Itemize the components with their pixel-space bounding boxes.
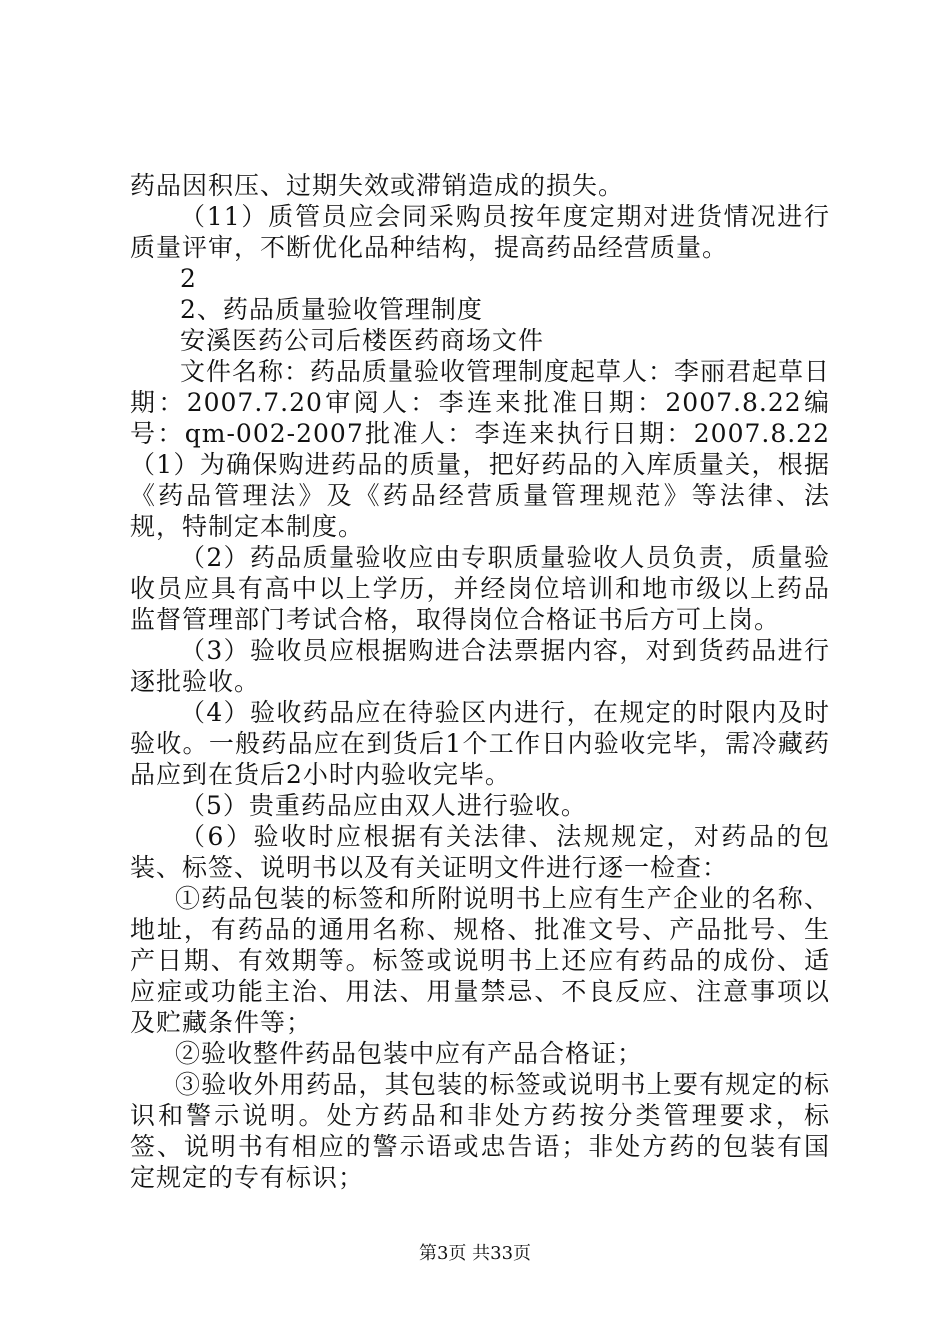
paragraph-file-info: 文件名称：药品质量验收管理制度起草人：李丽君起草日期：2007.7.20审阅人：李连来批准日期：2007.8.22编号：qm-002-2007批准人：李连来执行日期：2007.8.22（1）为确保购进药品的质量，把好药品的入库质量关，根据《药品管理法》及《药品经营质量管理规范》等法律、法规，特制定本制度。 bbox=[130, 357, 831, 541]
paragraph-item-2: （2）药品质量验收应由专职质量验收人员负责，质量验收员应具有高中以上学历，并经岗位培训和地市级以上药品监督管理部门考试合格，取得岗位合格证书后方可上岗。 bbox=[130, 543, 830, 634]
paragraph-subitem-2: ②验收整件药品包装中应有产品合格证； bbox=[175, 1039, 644, 1068]
page-number-footer: 第3页 共33页 bbox=[418, 1243, 532, 1264]
paragraph-item-6: （6）验收时应根据有关法律、法规规定，对药品的包装、标签、说明书以及有关证明文件进行逐一检查： bbox=[130, 822, 830, 882]
paragraph-subitem-3: ③验收外用药品，其包装的标签或说明书上要有规定的标识和警示说明。处方药品和非处方药按分类管理要求，标签、说明书有相应的警示语或忠告语；非处方药的包装有国定规定的专有标识； bbox=[130, 1070, 830, 1192]
paragraph-item-4: （4）验收药品应在待验区内进行，在规定的时限内及时验收。一般药品应在到货后1个工作日内验收完毕，需冷藏药品应到在货后2小时内验收完毕。 bbox=[130, 698, 830, 789]
section-title: 2、药品质量验收管理制度 bbox=[180, 295, 483, 324]
paragraph-continuation: 药品因积压、过期失效或滞销造成的损失。 bbox=[130, 171, 625, 200]
document-body bbox=[130, 170, 830, 1193]
paragraph-item-5: （5）贵重药品应由双人进行验收。 bbox=[180, 791, 587, 820]
paragraph-subitem-1: ①药品包装的标签和所附说明书上应有生产企业的名称、地址，有药品的通用名称、规格、批准文号、产品批号、生产日期、有效期等。标签或说明书上还应有药品的成份、适应症或功能主治、用法、用量禁忌、不良反应、注意事项以及贮藏条件等； bbox=[130, 884, 830, 1037]
paragraph-item-11: （11）质管员应会同采购员按年度定期对进货情况进行质量评审，不断优化品种结构，提高药品经营质量。 bbox=[130, 202, 830, 262]
document-issuer: 安溪医药公司后楼医药商场文件 bbox=[180, 326, 545, 355]
paragraph-number: 2 bbox=[180, 264, 197, 293]
paragraph-item-3: （3）验收员应根据购进合法票据内容，对到货药品进行逐批验收。 bbox=[130, 636, 830, 696]
